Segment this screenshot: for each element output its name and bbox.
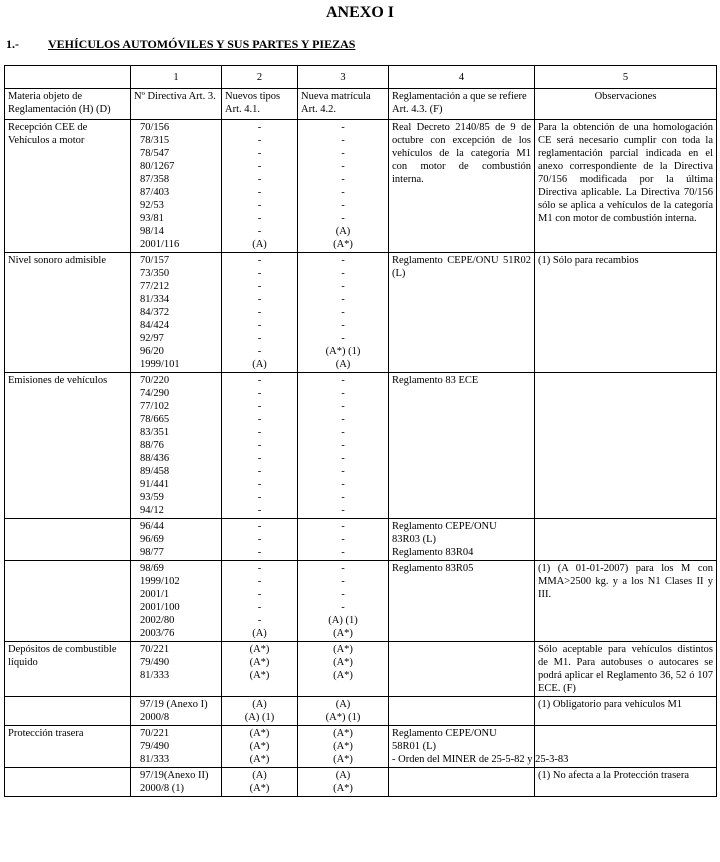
matricula-line: - bbox=[341, 174, 345, 185]
dirs-line: 88/436 bbox=[140, 453, 170, 464]
section-number: 1.- bbox=[6, 37, 19, 51]
regulation-row bbox=[5, 120, 717, 253]
dirs-line: 94/12 bbox=[140, 505, 164, 516]
matricula-line: - bbox=[341, 466, 345, 477]
column-number: 1 bbox=[131, 66, 222, 89]
reglamentacion-cell bbox=[389, 726, 569, 768]
nuevos-line: - bbox=[257, 479, 262, 490]
dirs-line: 93/81 bbox=[140, 213, 164, 224]
header-reglamentacion: Reglamentación a que se refiere Art. 4.3. (F) bbox=[389, 89, 535, 120]
dirs-line: 70/157 bbox=[140, 255, 170, 266]
nuevos-line: (A) bbox=[252, 239, 267, 250]
nuevos-tipos-cell bbox=[222, 697, 298, 726]
nuevos-line: - bbox=[257, 333, 262, 344]
materia-cell bbox=[5, 768, 131, 797]
dirs-line: 2001/1 bbox=[140, 589, 170, 600]
observaciones-cell bbox=[535, 373, 717, 519]
observaciones-cell: (1) Sólo para recambios bbox=[535, 253, 717, 373]
nuevos-line: (A*) bbox=[249, 741, 270, 752]
dirs-line: 74/290 bbox=[140, 388, 170, 399]
matricula-line: - bbox=[341, 427, 345, 438]
regulation-row bbox=[5, 561, 717, 642]
matricula-line: - bbox=[341, 479, 345, 490]
nuevos-line: - bbox=[257, 401, 262, 412]
nuevos-line: - bbox=[257, 320, 262, 331]
matricula-line: - bbox=[341, 563, 345, 574]
nuevos-line: (A) (1) bbox=[244, 712, 275, 723]
nuevos-line: (A*) bbox=[249, 657, 270, 668]
nuevos-line: (A*) bbox=[249, 754, 270, 765]
regulation-row bbox=[5, 697, 717, 726]
materia-cell bbox=[5, 561, 131, 642]
reglamentacion_lines-line: 83R03 (L) bbox=[392, 534, 437, 545]
matricula-line: - bbox=[341, 268, 345, 279]
regulation-row bbox=[5, 253, 717, 373]
reglamentacion_lines-line: Reglamento CEPE/ONU bbox=[392, 728, 497, 739]
header-materia: Materia objeto de Reglamentación (H) (D) bbox=[5, 89, 131, 120]
matricula-line: - bbox=[341, 161, 345, 172]
nuevos-line: (A*) bbox=[249, 783, 270, 794]
nuevos-line: - bbox=[257, 268, 262, 279]
dirs-line: 70/156 bbox=[140, 122, 170, 133]
column-number: 3 bbox=[298, 66, 389, 89]
header-nuevos-tipos: Nuevos tipos Art. 4.1. bbox=[222, 89, 298, 120]
column-number: 4 bbox=[389, 66, 535, 89]
matricula-line: - bbox=[341, 602, 345, 613]
dirs-line: 2000/8 bbox=[140, 712, 170, 723]
nuevos-line: - bbox=[257, 307, 262, 318]
matricula-line: - bbox=[341, 307, 345, 318]
matricula-line: (A*) bbox=[333, 644, 353, 655]
nueva-matricula-cell bbox=[298, 768, 389, 797]
matricula-line: (A) bbox=[335, 359, 351, 370]
nuevos-line: - bbox=[257, 255, 262, 266]
dirs-line: 81/333 bbox=[140, 670, 170, 681]
nuevos-line: - bbox=[257, 161, 262, 172]
dirs-line: 1999/101 bbox=[140, 359, 180, 370]
dirs-line: 84/424 bbox=[140, 320, 170, 331]
matricula-line: - bbox=[341, 320, 345, 331]
nuevos-tipos-cell bbox=[222, 561, 298, 642]
nuevos-line: - bbox=[257, 148, 262, 159]
nuevos-line: - bbox=[257, 226, 262, 237]
nuevos-line: (A*) bbox=[249, 670, 270, 681]
nuevos-line: - bbox=[257, 492, 262, 503]
dirs-line: 87/403 bbox=[140, 187, 170, 198]
section-heading bbox=[6, 37, 355, 52]
reglamentacion-cell: Real Decreto 2140/85 de 9 de octubre con excepción de los vehículos de la categoría M1 con motor de combustión interna. bbox=[389, 120, 535, 253]
nuevos-line: (A) bbox=[252, 359, 267, 370]
dirs-line: 78/315 bbox=[140, 135, 170, 146]
matricula-line: (A*) bbox=[333, 239, 353, 250]
matricula-line: (A*) bbox=[333, 628, 353, 639]
observaciones-cell: Sólo aceptable para vehículos distintos de M1. Para autobuses o autocares se podrá aplicar el Reglamento 36, 52 ó 107 ECE. (F) bbox=[535, 642, 717, 697]
observaciones-cell: Para la obtención de una homologación CE será necesario cumplir con toda la reglamentación parcial indicada en el anexo correspondiente de la Directiva 70/156 modificada por la última Directiva aplicable. La Directiva 70/156 sólo se aplica a vehículos de la categoría M1 con motor de combustión interna. bbox=[535, 120, 717, 253]
nueva-matricula-cell bbox=[298, 642, 389, 697]
dirs-line: 98/14 bbox=[140, 226, 164, 237]
matricula-line: (A*) bbox=[333, 741, 353, 752]
matricula-line: - bbox=[341, 388, 345, 399]
matricula-line: - bbox=[341, 135, 345, 146]
nuevos-line: - bbox=[257, 602, 262, 613]
matricula-line: - bbox=[341, 213, 345, 224]
nuevos-line: - bbox=[257, 281, 262, 292]
reglamentacion-cell: Reglamento 83 ECE bbox=[389, 373, 535, 519]
nuevos-line: - bbox=[257, 547, 262, 558]
dirs-line: 2002/80 bbox=[140, 615, 175, 626]
dirs-line: 79/490 bbox=[140, 741, 170, 752]
matricula-line: - bbox=[341, 333, 345, 344]
matricula-line: - bbox=[341, 492, 345, 503]
reglamentacion-cell bbox=[389, 768, 535, 797]
nuevos-line: - bbox=[257, 589, 262, 600]
observaciones-cell bbox=[535, 519, 717, 561]
materia-cell: Protección trasera bbox=[5, 726, 131, 768]
nuevos-line: - bbox=[257, 615, 262, 626]
regulation-row bbox=[5, 519, 717, 561]
regulation-row bbox=[5, 768, 717, 797]
dirs-line: 81/333 bbox=[140, 754, 170, 765]
matricula-line: (A) bbox=[335, 770, 351, 781]
dirs-line: 96/44 bbox=[140, 521, 164, 532]
reglamentacion_lines-line: Reglamento CEPE/ONU bbox=[392, 521, 497, 532]
column-number: 5 bbox=[535, 66, 717, 89]
dirs-line: 89/458 bbox=[140, 466, 170, 477]
nuevos-line: - bbox=[257, 505, 262, 516]
matricula-line: - bbox=[341, 521, 345, 532]
reglamentacion-cell: Reglamento CEPE/ONU 51R02 (L) bbox=[389, 253, 535, 373]
matricula-line: (A) bbox=[335, 699, 351, 710]
nueva-matricula-cell bbox=[298, 726, 389, 768]
directiva-cell bbox=[131, 697, 222, 726]
directiva-cell bbox=[131, 726, 222, 768]
matricula-line: - bbox=[341, 440, 345, 451]
nuevos-line: - bbox=[257, 200, 262, 211]
reglamentacion-cell: Reglamento 83R05 bbox=[389, 561, 535, 642]
matricula-line: - bbox=[341, 200, 345, 211]
reglamentacion_lines-line: Reglamento 83R04 bbox=[392, 547, 474, 558]
dirs-line: 81/334 bbox=[140, 294, 170, 305]
matricula-line: (A*) bbox=[333, 783, 353, 794]
dirs-line: 2001/100 bbox=[140, 602, 180, 613]
header-directiva: Nº Directiva Art. 3. bbox=[131, 89, 222, 120]
nuevos-tipos-cell bbox=[222, 726, 298, 768]
matricula-line: - bbox=[341, 505, 345, 516]
directiva-cell bbox=[131, 120, 222, 253]
nuevos-line: (A) bbox=[252, 770, 267, 781]
dirs-line: 98/69 bbox=[140, 563, 164, 574]
matricula-line: - bbox=[341, 187, 345, 198]
matricula-line: - bbox=[341, 534, 345, 545]
nueva-matricula-cell bbox=[298, 561, 389, 642]
dirs-line: 84/372 bbox=[140, 307, 170, 318]
header-row bbox=[5, 89, 717, 120]
materia-cell: Emisiones de vehículos bbox=[5, 373, 131, 519]
directiva-cell bbox=[131, 642, 222, 697]
dirs-line: 70/221 bbox=[140, 728, 170, 739]
reglamentacion-cell bbox=[389, 519, 535, 561]
dirs-line: 70/221 bbox=[140, 644, 170, 655]
dirs-line: 97/19 (Anexo I) bbox=[140, 699, 208, 710]
matricula-line: (A) (1) bbox=[328, 615, 358, 626]
nuevos-tipos-cell bbox=[222, 120, 298, 253]
dirs-line: 92/97 bbox=[140, 333, 164, 344]
dirs-line: 77/102 bbox=[140, 401, 170, 412]
dirs-line: 2000/8 (1) bbox=[140, 783, 185, 794]
header-observaciones: Observaciones bbox=[535, 89, 717, 120]
dirs-line: 2001/116 bbox=[140, 239, 180, 250]
directiva-cell bbox=[131, 561, 222, 642]
nuevos-line: - bbox=[257, 174, 262, 185]
dirs-line: 96/20 bbox=[140, 346, 164, 357]
nuevos-line: - bbox=[257, 388, 262, 399]
dirs-line: 93/59 bbox=[140, 492, 164, 503]
nuevos-line: - bbox=[257, 440, 262, 451]
dirs-line: 87/358 bbox=[140, 174, 170, 185]
nuevos-line: - bbox=[257, 213, 262, 224]
materia-cell bbox=[5, 519, 131, 561]
matricula-line: - bbox=[341, 294, 345, 305]
dirs-line: 73/350 bbox=[140, 268, 170, 279]
dirs-line: 2003/76 bbox=[140, 628, 175, 639]
regulation-row bbox=[5, 726, 717, 768]
nuevos-tipos-cell bbox=[222, 768, 298, 797]
nuevos-tipos-cell bbox=[222, 642, 298, 697]
nuevos-line: (A*) bbox=[249, 728, 270, 739]
dirs-line: 97/19(Anexo II) bbox=[140, 770, 209, 781]
nuevos-line: - bbox=[257, 294, 262, 305]
matricula-line: - bbox=[341, 122, 345, 133]
materia-cell: Nivel sonoro admisible bbox=[5, 253, 131, 373]
matricula-line: - bbox=[341, 576, 345, 587]
matricula-line: - bbox=[341, 148, 345, 159]
nuevos-tipos-cell bbox=[222, 519, 298, 561]
regulation-row bbox=[5, 373, 717, 519]
directiva-cell bbox=[131, 519, 222, 561]
page-title: ANEXO I bbox=[325, 4, 394, 21]
nueva-matricula-cell bbox=[298, 373, 389, 519]
nuevos-line: - bbox=[257, 122, 262, 133]
nueva-matricula-cell bbox=[298, 253, 389, 373]
nueva-matricula-cell bbox=[298, 697, 389, 726]
directiva-cell bbox=[131, 253, 222, 373]
observaciones-cell: (1) No afecta a la Protección trasera bbox=[535, 768, 717, 797]
nuevos-line: - bbox=[257, 135, 262, 146]
nuevos-tipos-cell bbox=[222, 253, 298, 373]
regulation-row bbox=[5, 642, 717, 697]
matricula-line: - bbox=[341, 375, 345, 386]
materia-cell bbox=[5, 697, 131, 726]
nueva-matricula-cell bbox=[298, 120, 389, 253]
matricula-line: (A*) bbox=[333, 657, 353, 668]
dirs-line: 78/665 bbox=[140, 414, 170, 425]
nuevos-line: - bbox=[257, 453, 262, 464]
nuevos-tipos-cell bbox=[222, 373, 298, 519]
nuevos-line: - bbox=[257, 346, 262, 357]
header-nueva-matricula: Nueva matrícula Art. 4.2. bbox=[298, 89, 389, 120]
observaciones-cell: (1) (A 01-01-2007) para los M con MMA>2500 kg. y a los N1 Clases II y III. bbox=[535, 561, 717, 642]
matricula-line: - bbox=[341, 453, 345, 464]
reglamentacion-cell bbox=[389, 642, 535, 697]
reglamentacion_lines-line: - Orden del MINER de 25-5-82 y 25-3-83 bbox=[392, 754, 569, 765]
matricula-line: (A) bbox=[335, 226, 351, 237]
dirs-line: 78/547 bbox=[140, 148, 170, 159]
dirs-line: 92/53 bbox=[140, 200, 164, 211]
directiva-cell bbox=[131, 373, 222, 519]
nuevos-line: - bbox=[257, 466, 262, 477]
observaciones-cell: (1) Obligatorio para vehículos M1 bbox=[535, 697, 717, 726]
dirs-line: 1999/102 bbox=[140, 576, 180, 587]
column-number-row bbox=[5, 66, 717, 89]
nueva-matricula-cell bbox=[298, 519, 389, 561]
nuevos-line: - bbox=[257, 534, 262, 545]
materia-cell: Depósitos de combustible líquido bbox=[5, 642, 131, 697]
dirs-line: 79/490 bbox=[140, 657, 170, 668]
matricula-line: (A*) bbox=[333, 670, 353, 681]
reglamentacion-cell bbox=[389, 697, 535, 726]
nuevos-line: (A) bbox=[252, 628, 267, 639]
nuevos-line: (A) bbox=[252, 699, 267, 710]
materia-cell: Recepción CEE de Vehículos a motor bbox=[5, 120, 131, 253]
matricula-line: - bbox=[341, 547, 345, 558]
matricula-line: (A*) bbox=[333, 754, 353, 765]
dirs-line: 91/441 bbox=[140, 479, 170, 490]
dirs-line: 88/76 bbox=[140, 440, 164, 451]
dirs-line: 77/212 bbox=[140, 281, 170, 292]
nuevos-line: (A*) bbox=[249, 644, 270, 655]
matricula-line: - bbox=[341, 414, 345, 425]
section-title: VEHÍCULOS AUTOMÓVILES Y SUS PARTES Y PIEZAS bbox=[48, 37, 356, 51]
matricula-line: (A*) (1) bbox=[325, 712, 361, 723]
nuevos-line: - bbox=[257, 414, 262, 425]
nuevos-line: - bbox=[257, 576, 262, 587]
matricula-line: - bbox=[341, 255, 345, 266]
matricula-line: (A*) (1) bbox=[325, 346, 361, 357]
column-number: 2 bbox=[222, 66, 298, 89]
dirs-line: 98/77 bbox=[140, 547, 164, 558]
matricula-line: (A*) bbox=[333, 728, 353, 739]
dirs-line: 96/69 bbox=[140, 534, 164, 545]
dirs-line: 80/1267 bbox=[140, 161, 175, 172]
dirs-line: 83/351 bbox=[140, 427, 170, 438]
nuevos-line: - bbox=[257, 563, 262, 574]
nuevos-line: - bbox=[257, 521, 262, 532]
nuevos-line: - bbox=[257, 375, 262, 386]
directiva-cell bbox=[131, 768, 222, 797]
dirs-line: 70/220 bbox=[140, 375, 170, 386]
matricula-line: - bbox=[341, 281, 345, 292]
nuevos-line: - bbox=[257, 427, 262, 438]
nuevos-line: - bbox=[257, 187, 262, 198]
regulation-table bbox=[4, 65, 717, 797]
column-number-blank bbox=[5, 66, 131, 89]
reglamentacion_lines-line: 58R01 (L) bbox=[392, 741, 437, 752]
matricula-line: - bbox=[341, 401, 345, 412]
matricula-line: - bbox=[341, 589, 345, 600]
